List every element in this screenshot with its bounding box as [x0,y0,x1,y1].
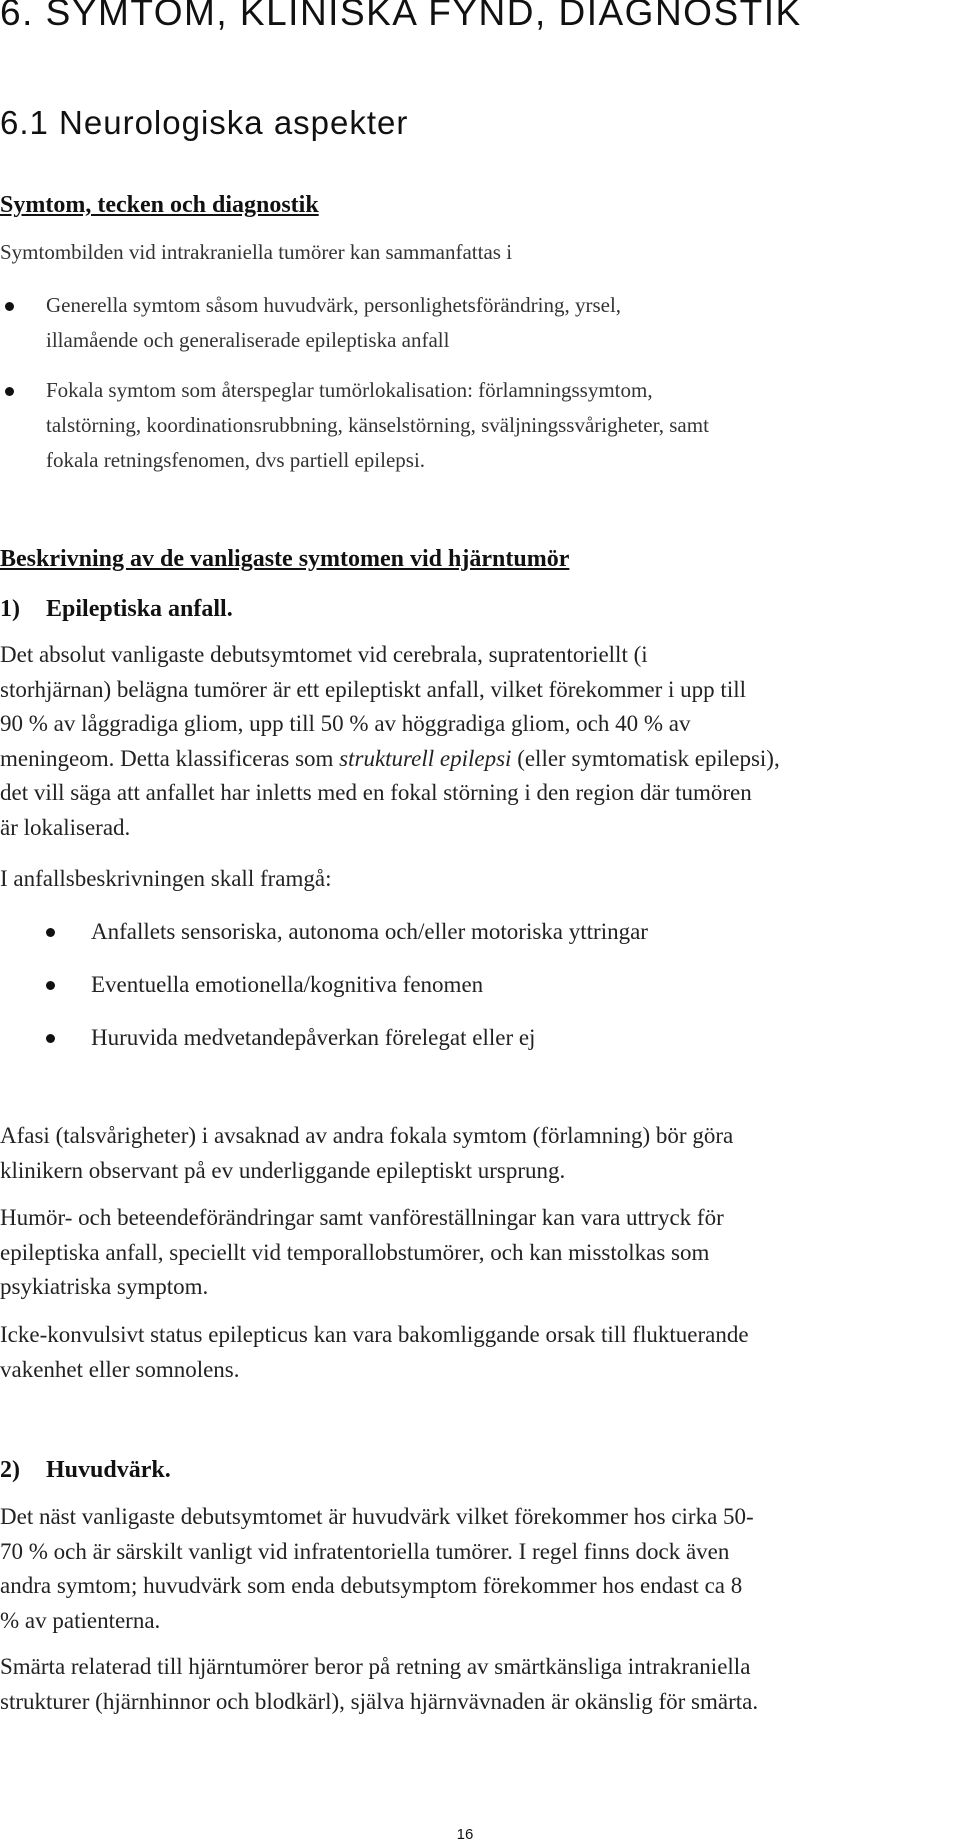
line: % av patienterna. [0,1607,161,1633]
seizure-description-block [0,916,960,1075]
line: Smärta relaterad till hjärntumörer beror på retning av smärtkänsliga intrakraniella [0,1654,751,1679]
emphasis: strukturell epilepsi [339,745,512,771]
paragraph [0,1119,960,1188]
list-item [0,373,960,478]
mood-block [0,1201,960,1305]
focal-symptom-bullet [0,373,960,478]
paragraph [0,1201,960,1305]
aphasia-block [0,1119,960,1188]
paragraph [0,1500,960,1638]
line: Fokala symtom som återspeglar tumörlokalisation: förlamningssymtom, [46,378,653,402]
symptom-overview-section [0,188,960,222]
page-number: 16 [456,1826,474,1843]
line: Generella symtom såsom huvudvärk, personlighetsförändring, yrsel, [46,293,622,317]
line: Huruvida medvetandepåverkan förelegat eller ej [91,1025,536,1050]
list-intro: I anfallsbeskrivningen skall framgå: [0,866,332,891]
line: 70 % och är särskilt vanligt vid infratentoriella tumörer. I regel finns dock även [0,1538,730,1564]
bullet-icon [46,1034,55,1043]
symptom-list [0,373,960,478]
headache-block [0,1500,960,1638]
bullet-icon [46,981,55,990]
bullet-icon [5,302,14,311]
line: Humör- och beteendeförändringar samt vanföreställningar kan vara uttryck för [0,1205,724,1230]
paragraph [0,1318,960,1387]
item-title: Epileptiska anfall. [46,596,233,622]
line: epileptiska anfall, speciellt vid temporallobstumörer, och kan misstolkas som [0,1239,710,1265]
list-intro-block [0,862,960,897]
item-heading [0,592,960,626]
line: storhjärnan) belägna tumörer är ett epileptiskt anfall, vilket förekommer i upp till [0,676,746,702]
common-symptoms-title-block [0,542,960,576]
list-item [0,288,960,358]
paragraph [0,638,960,845]
general-symptom-bullet [0,288,960,358]
line: Icke-konvulsivt status epilepticus kan vara bakomliggande orsak till fluktuerande [0,1322,749,1347]
chapter-heading: 6. SYMTOM, KLINISKA FYND, DIAGNOSTIK [0,0,802,33]
intro-block [0,235,960,270]
line: Det absolut vanligaste debutsymtomet vid cerebrala, supratentoriellt (i [0,642,648,667]
pain-block [0,1650,960,1719]
status-block [0,1318,960,1387]
item-title: Huvudvärk. [46,1457,171,1483]
line: Anfallets sensoriska, autonoma och/eller motoriska yttringar [91,919,648,944]
line: vakenhet eller somnolens. [0,1356,240,1382]
item-heading-block [0,1453,960,1487]
line: fokala retningsfenomen, dvs partiell epilepsi. [46,448,426,472]
item-heading [0,1453,960,1487]
symptom-list [0,288,960,358]
seizure-description-list [0,916,960,1054]
subsection-title: Beskrivning av de vanligaste symtomen vid hjärntumör [0,546,570,572]
line: meningeom. Detta klassificeras som [0,745,340,771]
line: klinikern observant på ev underliggande epileptiskt ursprung. [0,1157,566,1183]
bullet-icon [46,928,55,937]
line: 90 % av låggradiga gliom, upp till 50 % av höggradiga gliom, och 40 % av [0,711,691,736]
epilepsy-paragraph-block [0,638,960,845]
line: Det näst vanligaste debutsymtomet är huvudvärk vilket förekommer hos cirka 50- [0,1504,754,1529]
item-heading-block [0,592,960,626]
line: Eventuella emotionella/kognitiva fenomen [91,972,484,997]
intro-paragraph: Symtombilden vid intrakraniella tumörer kan sammanfattas i [0,240,513,264]
item-number: 1) [0,596,20,622]
line: Afasi (talsvårigheter) i avsaknad av andra fokala symtom (förlamning) bör göra [0,1123,734,1148]
line: psykiatriska symptom. [0,1274,209,1299]
line: andra symtom; huvudvärk som enda debutsymptom förekommer hos endast ca 8 [0,1573,743,1598]
line: talstörning, koordinationsrubbning, känselstörning, sväljningssvårigheter, samt [46,413,709,437]
list-item [0,1022,960,1054]
line: (eller symtomatisk epilepsi), [511,745,780,771]
line: strukturer (hjärnhinnor och blodkärl), själva hjärnvävnaden är okänslig för smärta. [0,1688,759,1714]
list-item [0,969,960,1001]
bullet-icon [5,387,14,396]
line: illamående och generaliserade epileptiska anfall [46,328,450,352]
paragraph [0,1650,960,1719]
section-heading: 6.1 Neurologiska aspekter [0,104,409,141]
subsection-title: Symtom, tecken och diagnostik [0,192,319,218]
line: är lokaliserad. [0,814,131,840]
line: det vill säga att anfallet har inletts med en fokal störning i den region där tumören [0,780,752,805]
list-item [0,916,960,948]
item-number: 2) [0,1457,20,1483]
